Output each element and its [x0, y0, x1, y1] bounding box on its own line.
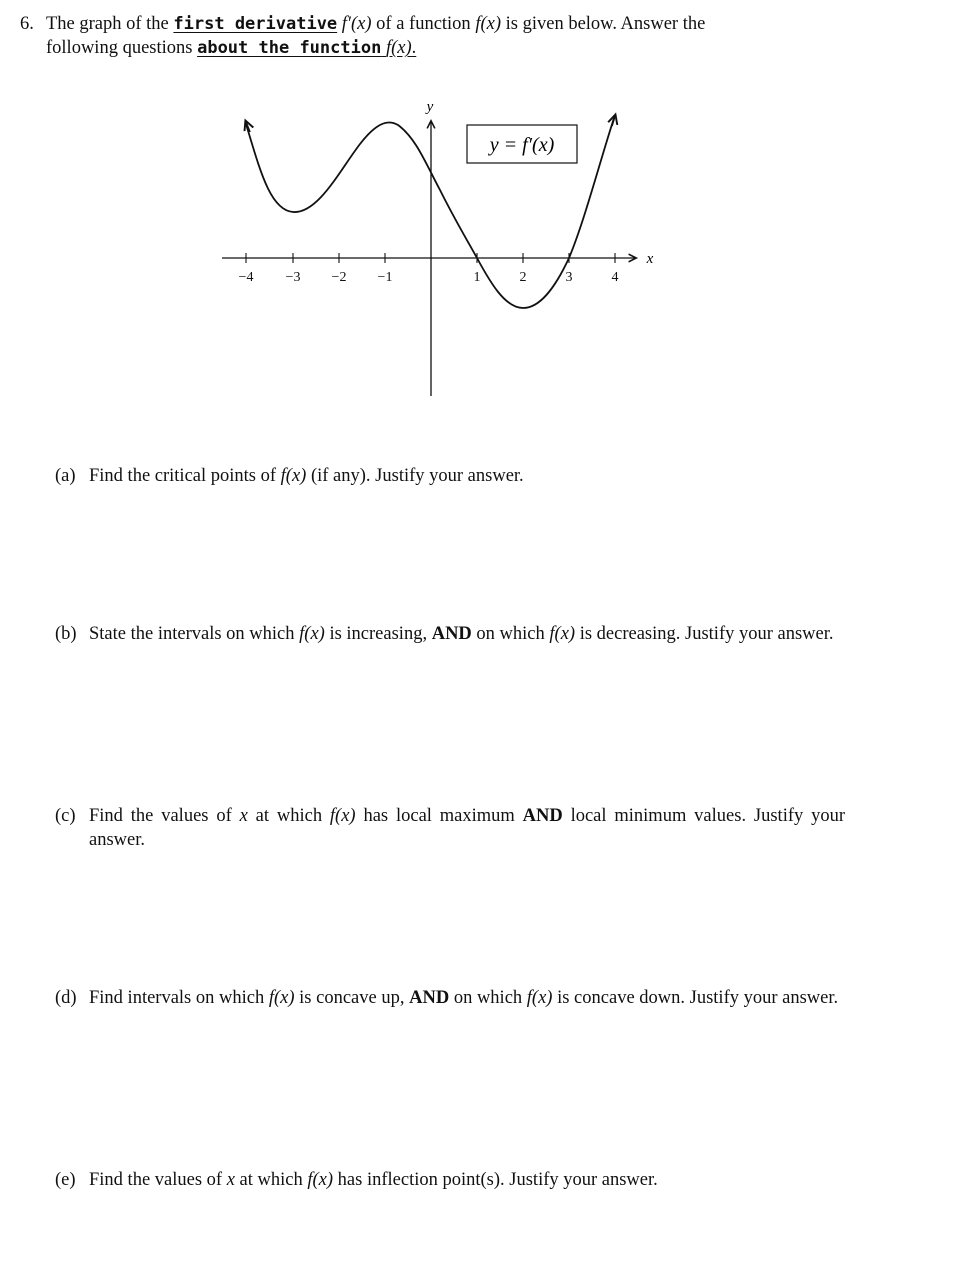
text: Find the values of — [89, 1170, 227, 1190]
fx-notation: f(x) — [549, 624, 576, 644]
problem-statement — [20, 12, 850, 60]
fx-notation: f(x) — [280, 466, 307, 486]
fx-notation: f(x) — [307, 1170, 334, 1190]
fx-notation: f(x) — [329, 806, 356, 826]
text: is concave down. Justify your answer. — [552, 988, 839, 1008]
question-text — [89, 804, 845, 852]
text: Find the values of — [89, 806, 240, 826]
question-label: (b) — [55, 624, 77, 644]
tick-label-neg4: −4 — [238, 270, 254, 285]
text: is concave up, — [294, 988, 410, 1008]
question-a — [55, 464, 845, 488]
text: is increasing, — [324, 624, 432, 644]
tick-label-neg2: −2 — [331, 270, 347, 285]
tick-label-3: 3 — [565, 270, 573, 285]
text: at which — [247, 806, 330, 826]
about-function-emphasis — [197, 38, 416, 58]
about-function-bold: about the function — [197, 38, 382, 58]
first-derivative-emphasis: first derivative — [173, 14, 338, 34]
question-text — [89, 1168, 845, 1192]
question-label: (c) — [55, 806, 76, 826]
tick-label-2: 2 — [519, 270, 527, 285]
x-axis-label: x — [646, 251, 654, 267]
and-emphasis: AND — [431, 624, 472, 644]
and-emphasis: AND — [522, 806, 563, 826]
fprime-notation: f′(x) — [341, 14, 372, 34]
fx-notation: f(x) — [475, 14, 501, 34]
fx-notation: f(x) — [385, 38, 412, 58]
problem-text: The graph of the — [46, 14, 174, 34]
fx-notation: f(x) — [526, 988, 553, 1008]
question-text — [89, 622, 845, 646]
question-label: (e) — [55, 1170, 76, 1190]
question-label: (a) — [55, 466, 76, 486]
text: Find intervals on which — [89, 988, 269, 1008]
tick-label-4: 4 — [611, 270, 619, 285]
question-text — [89, 464, 845, 488]
problem-text: is given below. Answer the — [501, 14, 706, 34]
text: is decreasing. Justify your answer. — [575, 624, 834, 644]
tick-label-1: 1 — [473, 270, 481, 285]
question-text — [89, 986, 845, 1010]
problem-number: 6. — [20, 14, 34, 34]
derivative-graph — [0, 80, 962, 500]
legend-label: y = f′(x) — [489, 134, 555, 156]
text: on which — [449, 988, 527, 1008]
text: Find the critical points of — [89, 466, 281, 486]
text: State the intervals on which — [89, 624, 300, 644]
problem-line-1 — [20, 12, 850, 36]
fx-notation: f(x) — [268, 988, 295, 1008]
tick-label-neg1: −1 — [377, 270, 393, 285]
text: local minimum values. Justify your answer. — [89, 806, 846, 850]
tick-label-neg3: −3 — [285, 270, 301, 285]
x-notation: x — [239, 806, 248, 826]
question-e — [55, 1168, 845, 1192]
question-c — [55, 804, 845, 852]
question-b — [55, 622, 845, 646]
text: on which — [471, 624, 550, 644]
text: has inflection point(s). Justify your answer. — [333, 1170, 658, 1190]
x-notation: x — [226, 1170, 235, 1190]
and-emphasis: AND — [409, 988, 450, 1008]
fx-notation: f(x) — [299, 624, 325, 644]
text: has local maximum — [355, 806, 523, 826]
problem-text: following questions — [46, 38, 198, 58]
period: . — [411, 38, 417, 58]
problem-text: of a function — [371, 14, 476, 34]
y-axis-label: y — [426, 99, 434, 115]
problem-line-2 — [20, 36, 850, 60]
text: at which — [234, 1170, 308, 1190]
text: (if any). Justify your answer. — [306, 466, 524, 486]
question-d — [55, 986, 845, 1010]
question-label: (d) — [55, 988, 77, 1008]
